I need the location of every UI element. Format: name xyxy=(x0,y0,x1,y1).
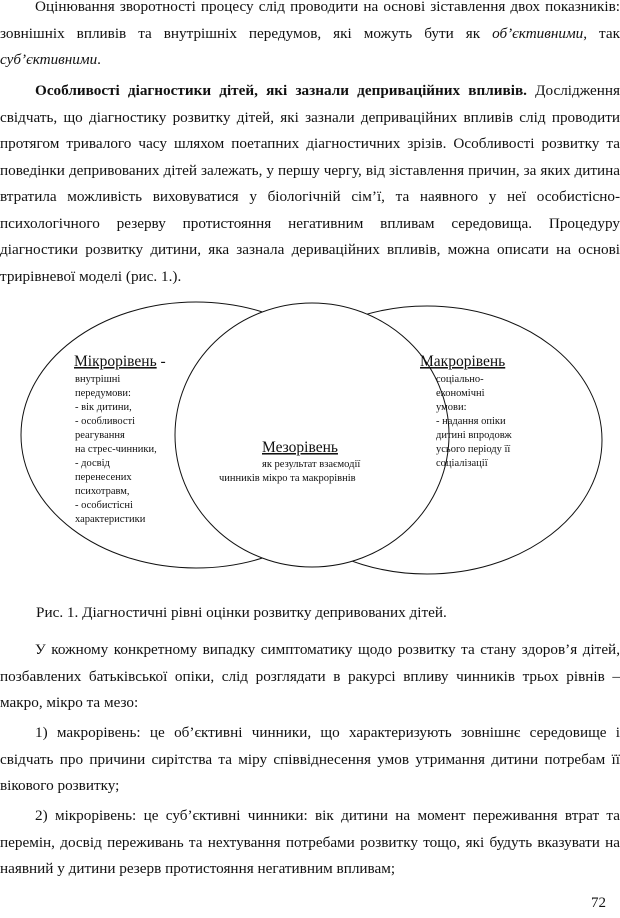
objective-term: об’єктивними xyxy=(492,24,584,42)
three-level-diagram xyxy=(0,300,620,590)
micro-line: - особистісні xyxy=(75,500,133,511)
micro-title-suffix: - xyxy=(156,353,166,370)
macro-line: - надання опіки xyxy=(436,416,506,427)
micro-line: перенесених xyxy=(75,472,132,483)
paragraph-diagnostics-text: Дослідження свідчать, що діагностику розвитку дітей, які зазнали деприваційних впливів слід проводити протягом тривалого часу шляхом поетапних діагностичних зрізів. Особливості розвитку та поведінки депривованих дітей залежать, у першу чергу, від зіставлення причин, за яких дитина втратила можливість виховуватися у біологічній сім’ї, та наявного у неї особистісно-психологічного резерву протистояння негативним впливам середовища. Процедуру діагностики розвитку дитини, яка зазнала дериваційних впливів, можна описати на основі трирівневої моделі (рис. 1.). xyxy=(0,82,620,285)
paragraph-intro-end: . xyxy=(97,51,101,68)
micro-line: - вік дитини, xyxy=(75,402,132,413)
paragraph-diagnostics xyxy=(0,78,620,290)
micro-line: внутрішні xyxy=(75,374,121,385)
micro-line: психотравм, xyxy=(75,486,130,497)
micro-line: - досвід xyxy=(75,458,110,469)
micro-title-group xyxy=(74,353,166,370)
paragraph-intro xyxy=(0,0,620,74)
paragraph-three-levels: У кожному конкретному випадку симптоматику щодо розвитку та стану здоров’я дітей, позбавлених батьківської опіки, слід розглядати в ракурсі впливу чинників трьох рівнів – макро, мікро та мезо: xyxy=(0,641,620,711)
subjective-term: суб’єктивними xyxy=(0,51,98,68)
macro-line: дитині впродовж xyxy=(436,430,512,441)
macro-title: Макрорівень xyxy=(420,353,506,370)
paragraph-micro-level: 2) мікрорівень: це суб’єктивні чинники: вік дитини на момент переживання втрат та перемін, досвід переживань та нехтування потребами розвитку тощо, які будуть вказувати на наявний у дитини резерв протистояння негативним впливам; xyxy=(0,807,620,877)
paragraph-macro-level: 1) макрорівень: це об’єктивні чинники, що характеризують зовнішнє середовище і свідчать про причини сирітства та міру співвіднесення умов утримання дитини потребам її вікового розвитку; xyxy=(0,724,620,794)
macro-line: умови: xyxy=(436,402,467,413)
meso-circle xyxy=(175,303,449,567)
section-heading: Особливості діагностики дітей, які зазнали деприваційних впливів. xyxy=(35,82,527,99)
micro-line: характеристики xyxy=(75,514,146,525)
macro-line: усього періоду її xyxy=(436,444,511,455)
paragraph-intro-text: Оцінювання зворотності процесу слід проводити на основі зіставлення двох показників: зовнішніх впливів та внутрішніх передумов, які можуть бути як xyxy=(0,0,620,42)
macro-line: економічні xyxy=(436,388,485,399)
macro-line: соціалізації xyxy=(436,458,488,469)
micro-line: на стрес-чинники, xyxy=(75,444,157,455)
micro-title: Мікрорівень xyxy=(74,353,157,370)
figure-caption: Рис. 1. Діагностичні рівні оцінки розвитку депривованих дітей. xyxy=(36,604,447,621)
meso-line: як результат взаємодії xyxy=(262,459,361,470)
paragraph-intro-text-2: , так xyxy=(583,24,620,42)
macro-line: соціально- xyxy=(436,374,484,385)
micro-line: - особливості xyxy=(75,416,136,427)
micro-line: реагування xyxy=(75,430,125,441)
micro-line: передумови: xyxy=(75,388,131,399)
meso-title: Мезорівень xyxy=(262,439,338,456)
meso-line: чинників мікро та макрорівнів xyxy=(219,473,356,484)
page-number: 72 xyxy=(591,895,606,911)
